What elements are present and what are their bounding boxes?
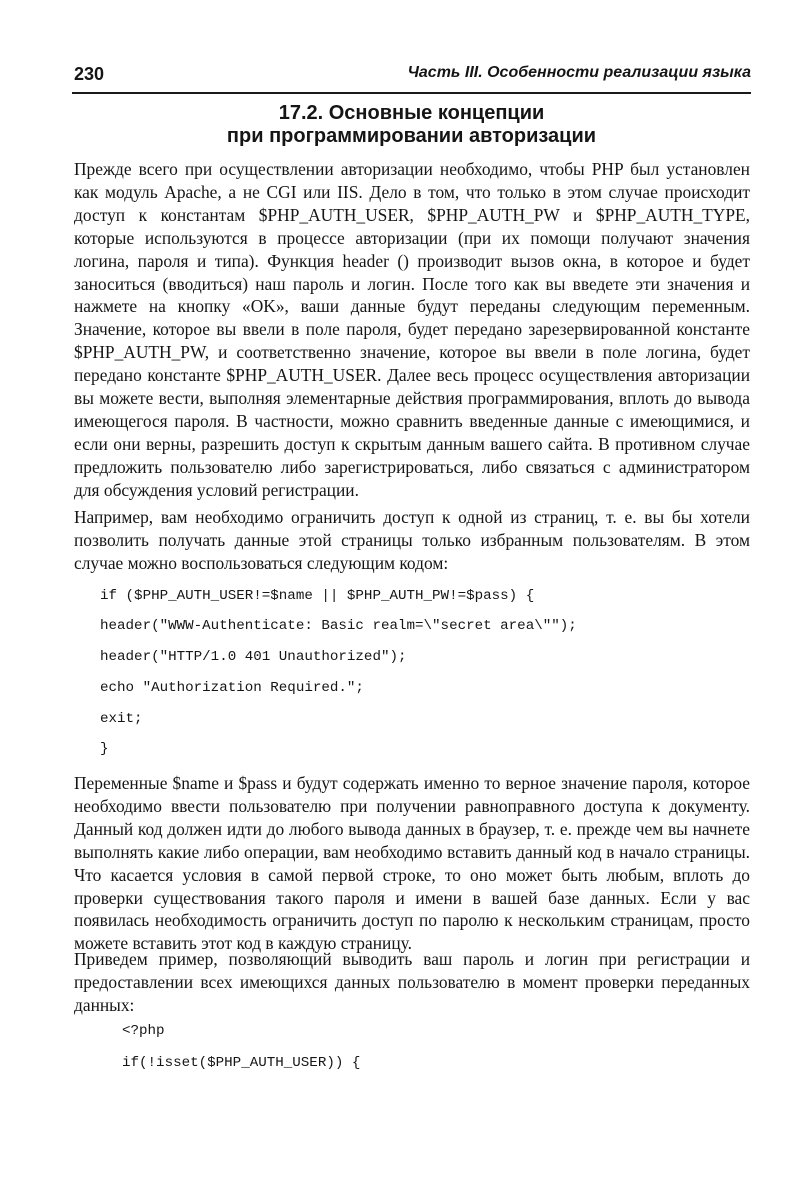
running-head: Часть III. Особенности реализации языка — [407, 64, 751, 81]
code-line: <?php — [122, 1023, 165, 1039]
page-header — [72, 58, 751, 94]
code-line: } — [100, 741, 109, 757]
paragraph-auth-intro: Прежде всего при осуществлении авторизации необходимо, чтобы PHP был установлен как модуль Apache, а не CGI или IIS. Дело в том, что только в этом случае происходит доступ к константам $PHP_AUTH_USER, $PHP_AUTH_PW и $PHP_AUTH_TYPE, которые используются в процессе авторизации (при их помощи получают значения логина, пароля и типа). Функция header () производит вызов окна, в которое и будет заноситься (вводиться) наш пароль и логин. После того как вы введете эти значения и нажмете на кнопку «OK», ваши данные будут переданы следующим переменным. Значение, которое вы ввели в поле пароля, будет передано зарезервированной константе $PHP_AUTH_PW, и соответственно значение, которое вы ввели в поле логина, будет передано константе $PHP_AUTH_USER. Далее весь процесс осуществления авторизации вы можете вести, выполняя элементарные действия программирования, вплоть до вывода имеющегося пароля. В частности, можно сравнить введенные данные с имеющимися, и если они верны, разрешить доступ к скрытым данным вашего сайта. В противном случае предложить пользователю либо зарегистрироваться, либо связаться с администратором для обсуждения условий регистрации. — [74, 159, 750, 500]
code-line: if(!isset($PHP_AUTH_USER)) { — [122, 1055, 361, 1071]
section-title — [72, 102, 751, 148]
paragraph-variables-explained: Переменные $name и $pass и будут содержать именно то верное значение пароля, которое необходимо ввести пользователю при получении равноправного доступа к документу. Данный код должен идти до любого вывода данных в браузер, т. е. прежде чем вы начнете выполнять какие либо операции, вам необходимо вставить данный код в начало страницы. Что касается условия в самой первой строке, то оно может быть любым, вплоть до проверки существования такого пароля и имени в вашей базе данных. Если у вас появилась необходимость ограничить доступ по паролю к нескольким страницам, просто можете вставить этот код в каждую страницу. — [74, 773, 750, 954]
code-line: if ($PHP_AUTH_USER!=$name || $PHP_AUTH_PW!=$pass) { — [100, 588, 535, 604]
paragraph-example-intro: Приведем пример, позволяющий выводить ваш пароль и логин при регистрации и предоставлении всех имеющихся данных пользователю в момент проверки переданных данных: — [74, 949, 750, 1015]
page-number: 230 — [74, 64, 105, 84]
code-line: header("WWW-Authenticate: Basic realm=\"secret area\""); — [100, 618, 577, 634]
code-line: header("HTTP/1.0 401 Unauthorized"); — [100, 649, 407, 665]
paragraph-restrict-access: Например, вам необходимо ограничить доступ к одной из страниц, т. е. вы бы хотели позволить получать данные этой страницы только избранным пользователям. В этом случае можно воспользоваться следующим кодом: — [74, 507, 750, 573]
section-title-line-2: при программировании авторизации — [226, 125, 597, 147]
code-line: exit; — [100, 711, 143, 727]
code-line: echo "Authorization Required."; — [100, 680, 364, 696]
section-title-line-1: 17.2. Основные концепции — [278, 102, 545, 124]
